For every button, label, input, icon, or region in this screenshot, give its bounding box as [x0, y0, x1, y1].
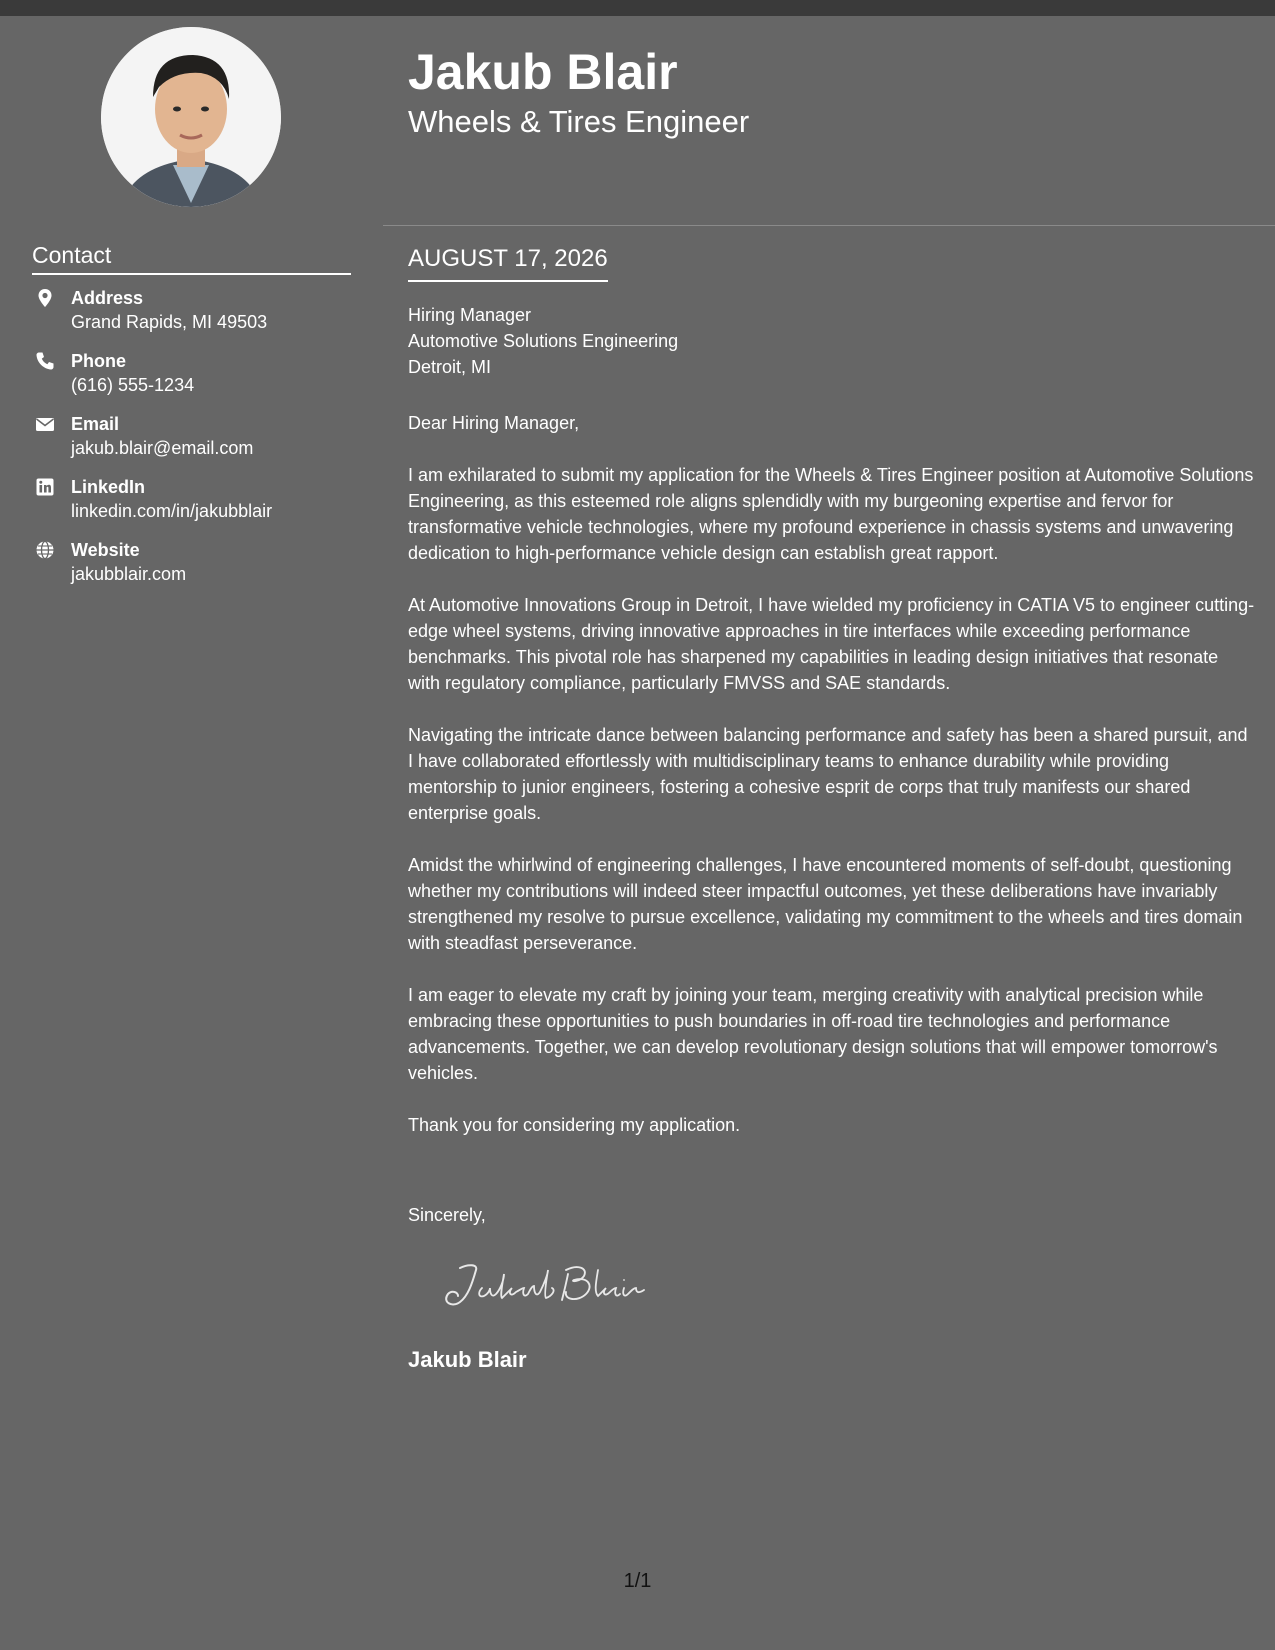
letter-paragraph: At Automotive Innovations Group in Detroit, I have wielded my proficiency in CATIA V5 to engineer cutting-edge wheel systems, driving innovative approaches in tire interfaces while exceeding performance benchmarks. This pivotal role has sharpened my capabilities in leading design initiatives that resonate with regulatory compliance, particularly FMVSS and SAE standards. — [408, 595, 1255, 693]
recipient-block — [408, 302, 678, 380]
page-number: 1/1 — [623, 1570, 652, 1592]
linkedin-icon — [35, 477, 55, 497]
contact-value: jakubblair.com — [71, 564, 187, 584]
letter-date: AUGUST 17, 2026 — [408, 244, 608, 282]
contact-value: (616) 555-1234 — [71, 375, 195, 395]
signed-name: Jakub Blair — [408, 1347, 527, 1372]
recipient-line: Detroit, MI — [408, 357, 492, 377]
envelope-icon — [35, 414, 55, 434]
contact-label: Website — [71, 540, 140, 560]
contact-label: Address — [71, 288, 144, 308]
contact-phone — [32, 349, 362, 412]
phone-icon — [35, 351, 55, 371]
handwritten-signature — [438, 1256, 658, 1316]
contact-list — [32, 286, 362, 601]
letter-paragraph: Navigating the intricate dance between balancing performance and safety has been a shared pursuit, and I have collaborated effortlessly with multidisciplinary teams to enhance durability while providing mentorship to junior engineers, fostering a cohesive esprit de corps that truly manifests our shared enterprise goals. — [408, 725, 1248, 823]
contact-email — [32, 412, 362, 475]
header-divider — [383, 225, 1275, 226]
recipient-line: Automotive Solutions Engineering — [408, 331, 679, 351]
avatar — [101, 27, 281, 207]
letter-paragraph: Amidst the whirlwind of engineering challenges, I have encountered moments of self-doubt, questioning whether my contributions will indeed steer impactful outcomes, yet these deliberations have invariably strengthened my resolve to pursue excellence, validating my commitment to the wheels and tires domain with steadfast perseverance. — [408, 855, 1243, 953]
contact-address — [32, 286, 362, 349]
letter-paragraph: Thank you for considering my application. — [408, 1115, 741, 1135]
contact-linkedin — [32, 475, 362, 538]
contact-label: LinkedIn — [71, 477, 146, 497]
letter-body — [408, 410, 1255, 1164]
contact-label: Phone — [71, 351, 127, 371]
closing: Sincerely, — [408, 1205, 486, 1225]
letter-paragraph: I am eager to elevate my craft by joining your team, merging creativity with analytical precision while embracing these opportunities to push boundaries in off-road tire technologies and performance advancements. Together, we can develop revolutionary design solutions that will empower tomorrow's vehicles. — [408, 985, 1218, 1083]
sidebar — [0, 16, 383, 1650]
contact-website — [32, 538, 362, 601]
contact-value: jakub.blair@email.com — [71, 438, 254, 458]
letter-paragraph: I am exhilarated to submit my application for the Wheels & Tires Engineer position at Automotive Solutions Engineering, as this esteemed role aligns splendidly with my burgeoning expertise and fervor for transformative vehicle technologies, where my profound experience in chassis systems and unwavering dedication to high-performance vehicle design can establish great rapport. — [408, 465, 1254, 563]
location-pin-icon — [35, 288, 55, 308]
contact-value: Grand Rapids, MI 49503 — [71, 312, 268, 332]
salutation: Dear Hiring Manager, — [408, 413, 580, 433]
contact-label: Email — [71, 414, 120, 434]
contact-heading: Contact — [32, 242, 351, 275]
recipient-line: Hiring Manager — [408, 305, 532, 325]
job-title: Wheels & Tires Engineer — [408, 104, 750, 139]
globe-icon — [35, 540, 55, 560]
candidate-name: Jakub Blair — [408, 44, 678, 100]
top-bar — [0, 0, 1275, 16]
contact-value: linkedin.com/in/jakubblair — [71, 501, 273, 521]
